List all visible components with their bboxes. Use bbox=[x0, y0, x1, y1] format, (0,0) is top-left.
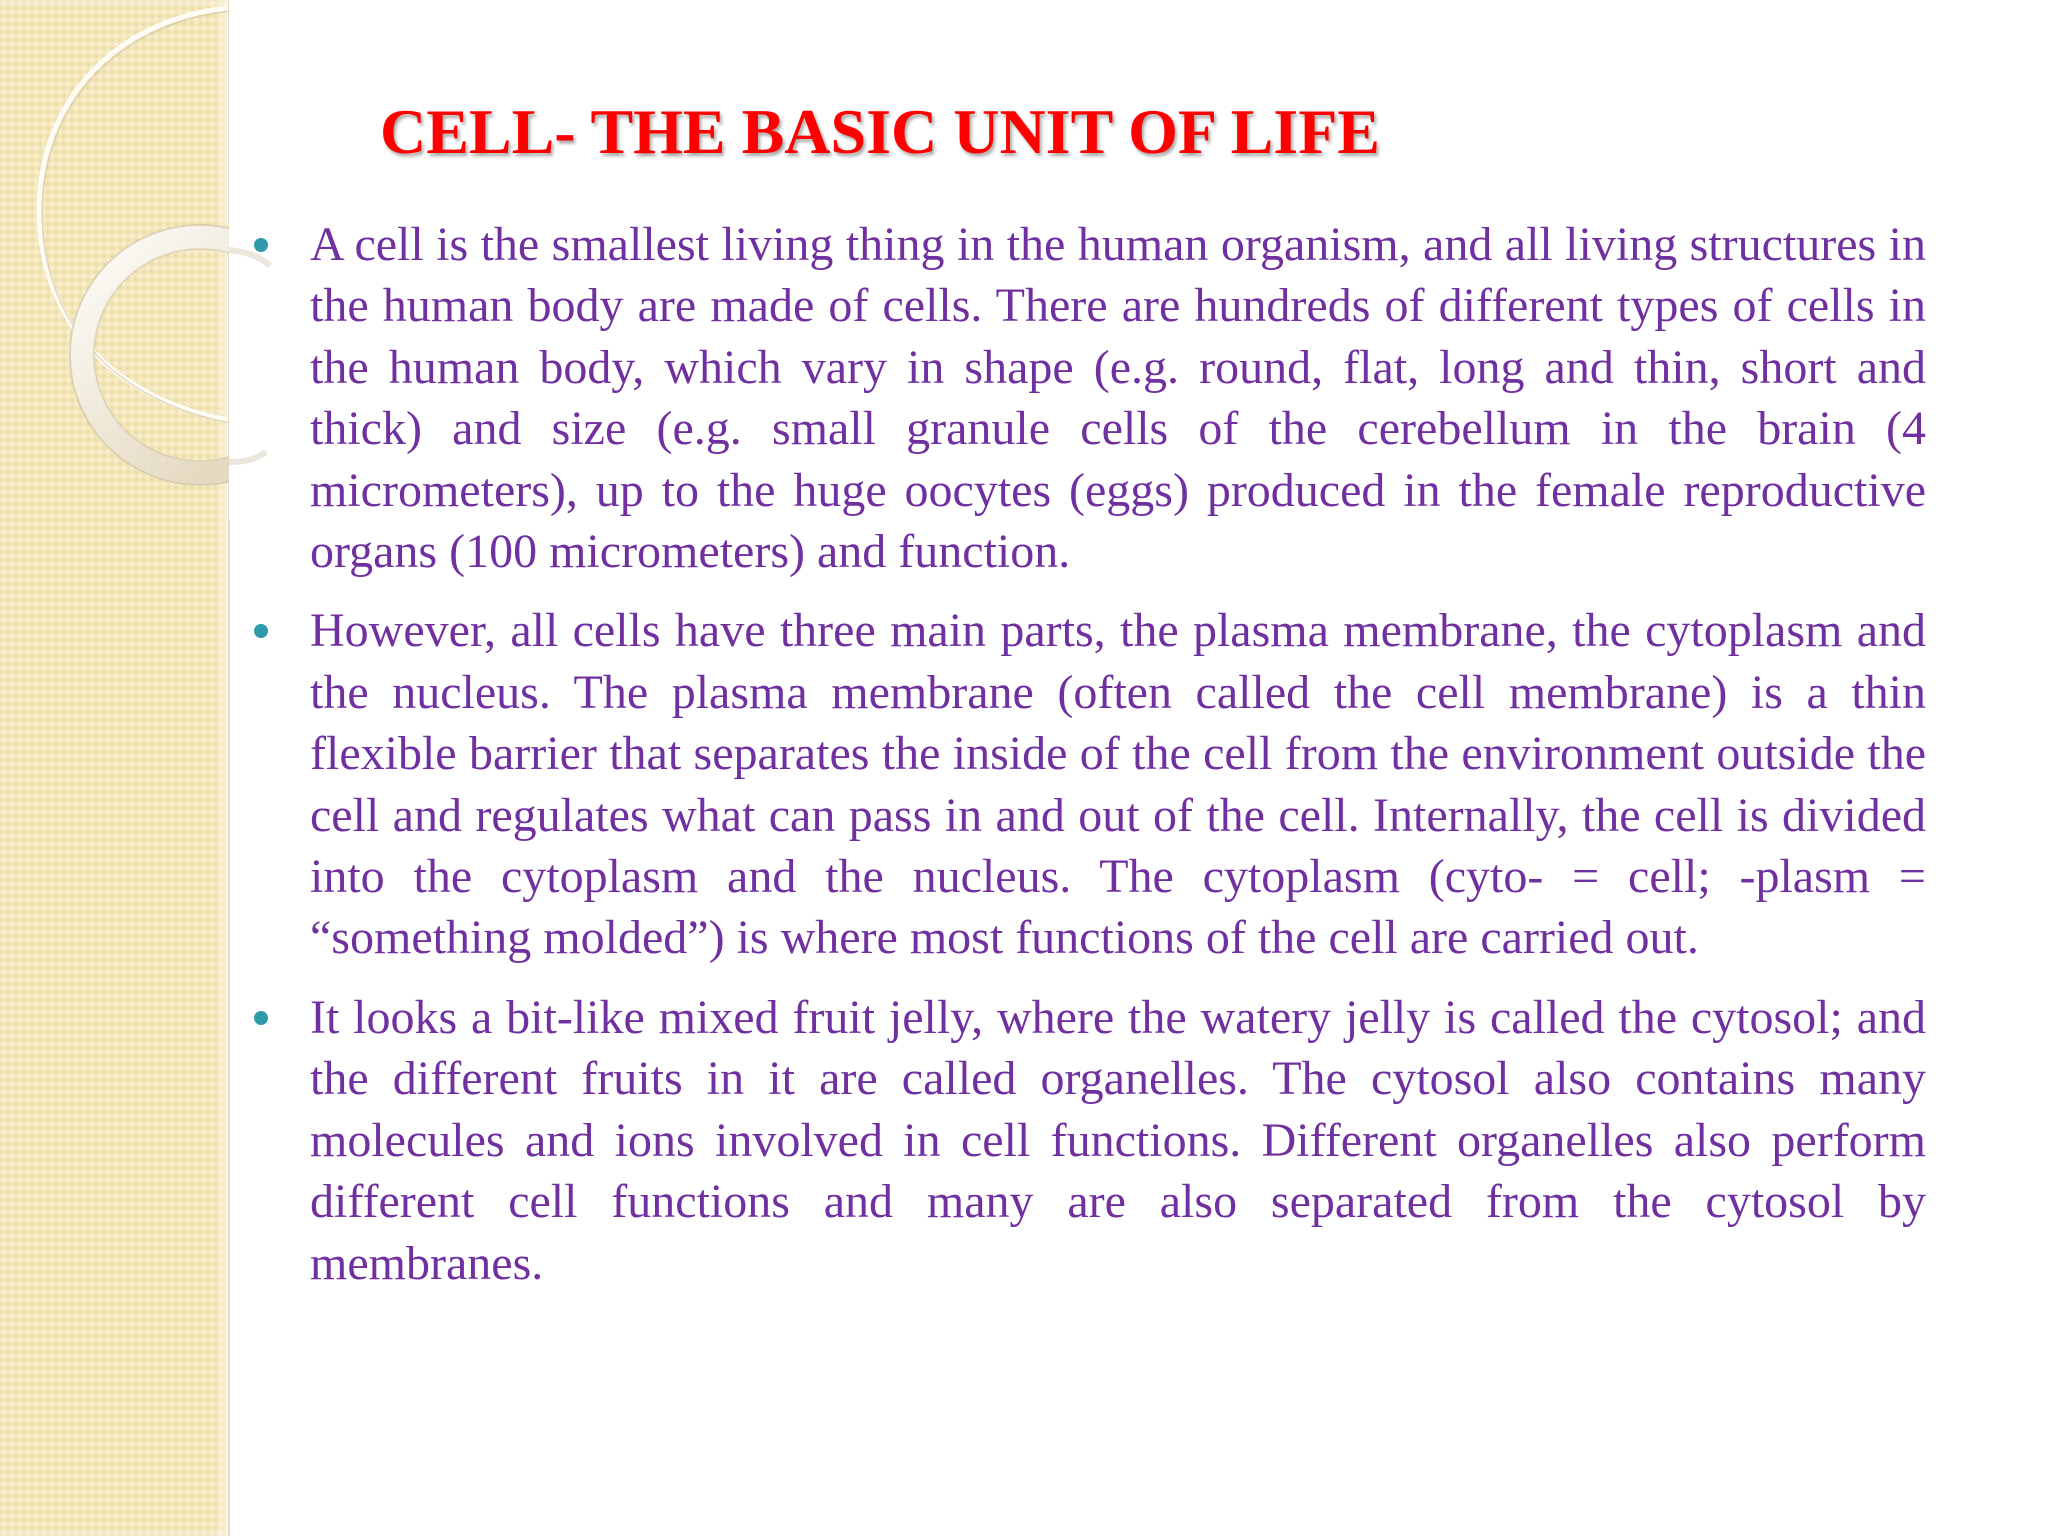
bullet-item bbox=[250, 600, 1926, 968]
bullet-text: It looks a bit-like mixed fruit jelly, where the watery jelly is called the cytosol; and the different fruits in it are called organelles. The cytosol also contains many molecules and ions involved in cell functions. Different organelles also perform different cell functions and many are also separated from the cytosol by membranes. bbox=[310, 990, 1926, 1290]
round-bullet-icon bbox=[254, 1011, 268, 1025]
bullet-item bbox=[250, 214, 1926, 582]
round-bullet-icon bbox=[254, 624, 268, 638]
round-bullet-icon bbox=[254, 238, 268, 252]
bullet-item bbox=[250, 987, 1926, 1294]
slide-title: CELL- THE BASIC UNIT OF LIFE bbox=[380, 96, 1380, 167]
bullet-list bbox=[250, 214, 1926, 1312]
bullet-text: However, all cells have three main parts, the plasma membrane, the cytoplasm and the nucleus. The plasma membrane (often called the cell membrane) is a thin flexible barrier that separates the inside of the cell from the environment outside the cell and regulates what can pass in and out of the cell. Internally, the cell is divided into the cytoplasm and the nucleus. The cytoplasm (cyto- = cell; -plasm = “something molded”) is where most functions of the cell are carried out. bbox=[310, 604, 1926, 965]
bullet-text: A cell is the smallest living thing in the human organism, and all living structures in the human body are made of cells. There are hundreds of different types of cells in the human body, which vary in shape (e.g. round, flat, long and thin, short and thick) and size (e.g. small granule cells of the cerebellum in the brain (4 micrometers), up to the huge oocytes (eggs) produced in the female reproductive organs (100 micrometers) and function. bbox=[310, 218, 1926, 579]
